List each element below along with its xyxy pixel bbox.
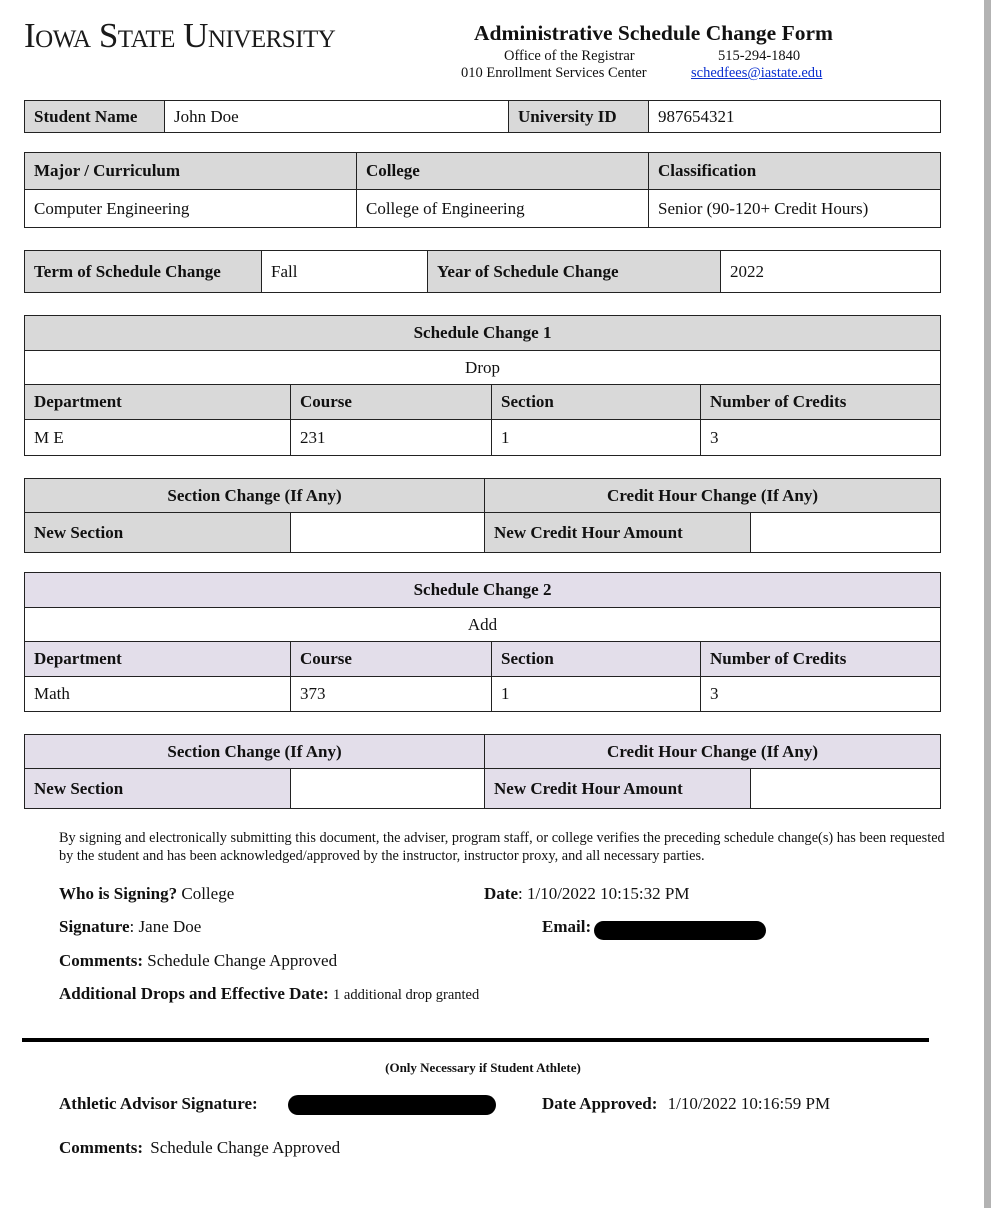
athlete-comments-label: Comments: bbox=[59, 1138, 144, 1157]
schedule-change-1-table bbox=[24, 315, 941, 456]
signing-date-value: 1/10/2022 10:15:32 PM bbox=[526, 884, 690, 903]
schedule-change-1-action[interactable]: Drop bbox=[25, 351, 941, 385]
course-field[interactable]: 373 bbox=[291, 677, 492, 712]
new-credit-hour-label: New Credit Hour Amount bbox=[485, 513, 751, 553]
email-label: Email: bbox=[542, 917, 592, 936]
signature-value: Jane Doe bbox=[138, 917, 202, 936]
major-label: Major / Curriculum bbox=[25, 153, 357, 190]
credit-hour-change-header: Credit Hour Change (If Any) bbox=[485, 735, 941, 769]
office-phone: 515-294-1840 bbox=[718, 48, 801, 64]
schedule-change-2-table bbox=[24, 572, 941, 712]
term-label: Term of Schedule Change bbox=[25, 251, 262, 293]
additional-drops-label: Additional Drops and Effective Date: bbox=[59, 984, 329, 1003]
credits-header: Number of Credits bbox=[701, 642, 941, 677]
classification-label: Classification bbox=[649, 153, 941, 190]
redacted-athletic-signature bbox=[288, 1095, 496, 1115]
section-field[interactable]: 1 bbox=[492, 677, 701, 712]
department-header: Department bbox=[25, 642, 291, 677]
major-field[interactable]: Computer Engineering bbox=[25, 190, 357, 228]
comments-row bbox=[59, 952, 337, 969]
schedule-change-2-action[interactable]: Add bbox=[25, 608, 941, 642]
credits-header: Number of Credits bbox=[701, 385, 941, 420]
office-email-link[interactable]: schedfees@iastate.edu bbox=[691, 65, 823, 81]
date-approved-value: 1/10/2022 10:16:59 PM bbox=[667, 1094, 831, 1113]
section-header: Section bbox=[492, 642, 701, 677]
course-header: Course bbox=[291, 642, 492, 677]
athlete-comments-value: Schedule Change Approved bbox=[150, 1138, 341, 1157]
student-name-label: Student Name bbox=[25, 101, 165, 133]
department-field[interactable]: M E bbox=[25, 420, 291, 456]
office-location: 010 Enrollment Services Center bbox=[461, 65, 647, 81]
athletic-signature-label: Athletic Advisor Signature: bbox=[59, 1094, 258, 1113]
new-credit-hour-field[interactable] bbox=[751, 513, 941, 553]
credits-field[interactable]: 3 bbox=[701, 420, 941, 456]
schedule-change-1-title: Schedule Change 1 bbox=[25, 316, 941, 351]
change-2-adjustments-table bbox=[24, 734, 941, 809]
athletic-signature-row bbox=[59, 1095, 258, 1112]
new-section-field[interactable] bbox=[291, 769, 485, 809]
signature-row: Signature: Jane Doe bbox=[59, 917, 202, 936]
new-section-field[interactable] bbox=[291, 513, 485, 553]
new-credit-hour-label: New Credit Hour Amount bbox=[485, 769, 751, 809]
date-approved-row bbox=[542, 1095, 830, 1112]
university-id-label: University ID bbox=[509, 101, 649, 133]
new-section-label: New Section bbox=[25, 513, 291, 553]
course-field[interactable]: 231 bbox=[291, 420, 492, 456]
term-table bbox=[24, 250, 941, 293]
section-header: Section bbox=[492, 385, 701, 420]
change-1-adjustments-table bbox=[24, 478, 941, 553]
redacted-email bbox=[594, 921, 766, 940]
credit-hour-change-header: Credit Hour Change (If Any) bbox=[485, 479, 941, 513]
additional-drops-row bbox=[59, 985, 479, 1003]
new-section-label: New Section bbox=[25, 769, 291, 809]
classification-field[interactable]: Senior (90-120+ Credit Hours) bbox=[649, 190, 941, 228]
signing-date-label: Date bbox=[484, 884, 518, 903]
date-approved-label: Date Approved: bbox=[542, 1094, 658, 1113]
comments-label: Comments: bbox=[59, 951, 144, 970]
new-credit-hour-field[interactable] bbox=[751, 769, 941, 809]
who-is-signing-row bbox=[59, 885, 234, 902]
comments-value: Schedule Change Approved bbox=[147, 951, 338, 970]
athlete-note: (Only Necessary if Student Athlete) bbox=[385, 1060, 581, 1075]
program-table bbox=[24, 152, 941, 228]
section-divider bbox=[22, 1038, 929, 1042]
section-change-header: Section Change (If Any) bbox=[25, 735, 485, 769]
college-label: College bbox=[357, 153, 649, 190]
student-table bbox=[24, 100, 941, 133]
university-id-field[interactable]: 987654321 bbox=[649, 101, 941, 133]
form-title: Administrative Schedule Change Form bbox=[474, 21, 833, 45]
who-is-signing-label: Who is Signing? bbox=[59, 884, 178, 903]
year-field[interactable]: 2022 bbox=[721, 251, 941, 293]
athlete-comments-row bbox=[59, 1139, 340, 1156]
schedule-change-2-title: Schedule Change 2 bbox=[25, 573, 941, 608]
section-change-header: Section Change (If Any) bbox=[25, 479, 485, 513]
additional-drops-value: 1 additional drop granted bbox=[333, 987, 480, 1003]
signature-label: Signature bbox=[59, 917, 130, 936]
department-header: Department bbox=[25, 385, 291, 420]
university-logo: Iowa State University bbox=[24, 16, 336, 55]
term-field[interactable]: Fall bbox=[262, 251, 428, 293]
office-name: Office of the Registrar bbox=[504, 48, 635, 64]
credits-field[interactable]: 3 bbox=[701, 677, 941, 712]
section-field[interactable]: 1 bbox=[492, 420, 701, 456]
signing-date-row: Date: 1/10/2022 10:15:32 PM bbox=[484, 884, 690, 903]
course-header: Course bbox=[291, 385, 492, 420]
student-name-field[interactable]: John Doe bbox=[165, 101, 509, 133]
department-field[interactable]: Math bbox=[25, 677, 291, 712]
email-row bbox=[542, 918, 591, 935]
verification-statement: By signing and electronically submitting this document, the adviser, program staff, or college verifies the preceding schedule change(s) has been requested by the student and has been acknowledged/approved by the instructor, instructor proxy, and all necessary parties. bbox=[59, 830, 945, 864]
college-field[interactable]: College of Engineering bbox=[357, 190, 649, 228]
year-label: Year of Schedule Change bbox=[428, 251, 721, 293]
who-is-signing-value: College bbox=[181, 884, 235, 903]
